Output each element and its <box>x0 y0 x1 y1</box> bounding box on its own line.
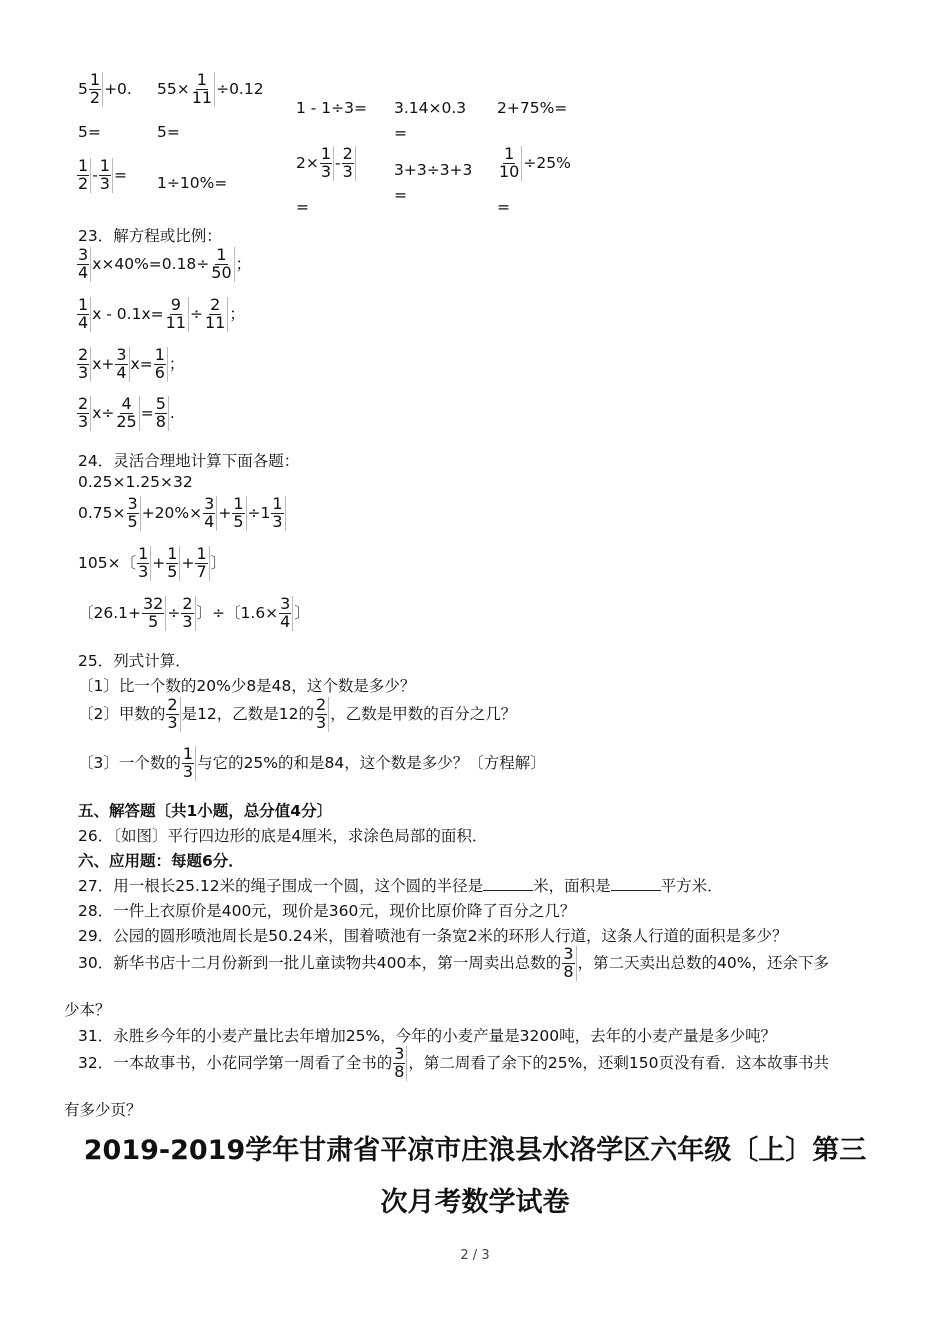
num: 2 <box>316 695 327 714</box>
text: x×40%=0.18÷ <box>92 254 210 273</box>
den: 50 <box>211 262 232 282</box>
fraction <box>232 496 246 531</box>
calc-item <box>157 72 264 107</box>
fraction <box>115 347 129 382</box>
calc-item-line2: 5= <box>78 123 101 141</box>
fraction <box>77 347 91 382</box>
num: 3 <box>127 494 138 513</box>
text: 〕÷〔1.6× <box>196 603 279 622</box>
den: 8 <box>155 411 166 431</box>
den: 3 <box>167 712 178 732</box>
num: 3 <box>78 245 89 264</box>
equation <box>76 396 175 431</box>
fraction <box>210 247 234 282</box>
text: +0. <box>104 79 132 98</box>
num: 1 <box>233 494 244 513</box>
text: ； <box>235 254 252 273</box>
text: x+ <box>92 354 115 373</box>
den: 4 <box>116 362 127 382</box>
text: 〔3〕一个数的 <box>78 753 181 772</box>
calc-item: 2+75%= <box>497 99 568 117</box>
fraction <box>99 158 113 193</box>
fraction <box>77 247 91 282</box>
num: 2 <box>78 394 89 413</box>
question: 28．一件上衣原价是400元，现价是360元，现价比原价降了百分之几？ <box>78 902 576 920</box>
text: x÷ <box>92 403 115 422</box>
num: 2 <box>342 144 353 163</box>
num: 1 <box>89 70 101 89</box>
text: 0.75× <box>78 503 126 522</box>
text: +20%× <box>141 503 203 522</box>
fraction <box>155 396 169 431</box>
fraction <box>166 697 180 732</box>
num: 5 <box>155 394 166 413</box>
den: 5 <box>167 561 178 581</box>
text: 〔26.1+ <box>78 603 141 622</box>
num: 2 <box>78 345 89 364</box>
num: 1 <box>196 544 207 563</box>
calc-item: 3.14×0.3 <box>394 99 467 117</box>
num: 1 <box>167 544 178 563</box>
num: 3 <box>394 1044 405 1063</box>
den: 2 <box>78 173 89 193</box>
den: 3 <box>316 712 327 732</box>
fraction <box>393 1046 407 1081</box>
calc-item-line2: 5= <box>157 123 180 141</box>
text: 平方米． <box>660 877 723 895</box>
text: ÷ <box>167 603 181 622</box>
equation <box>76 347 184 382</box>
equation <box>76 297 245 332</box>
expression: 0.25×1.25×32 <box>78 473 193 491</box>
num: 3 <box>280 594 291 613</box>
den: 3 <box>99 173 110 193</box>
den: 10 <box>499 161 520 181</box>
question <box>78 946 829 981</box>
text: 55× <box>157 79 190 98</box>
question: 26．〔如图〕平行四边形的底是4厘米，求涂色局部的面积． <box>78 827 488 845</box>
document-title: 2019-2019学年甘肃省平凉市庄浪县水洛学区六年级〔上〕第三 <box>83 1135 867 1166</box>
text: = <box>140 403 154 422</box>
fraction <box>89 72 103 107</box>
fraction <box>181 596 195 631</box>
den: 2 <box>89 87 101 107</box>
num: 2 <box>167 695 178 714</box>
fraction <box>320 146 334 181</box>
question-title: 24．灵活合理地计算下面各题： <box>78 452 300 470</box>
calc-item: 1 - 1÷3= <box>296 99 368 117</box>
fraction <box>182 746 196 781</box>
text: ，乙数是甲数的百分之几？ <box>330 704 517 723</box>
question: 29．公园的圆形喷池周长是50.24米，围着喷池有一条宽2米的环形人行道，这条人行道的面积是多少？ <box>78 927 788 945</box>
question <box>78 1046 829 1081</box>
fraction <box>142 596 166 631</box>
fraction <box>342 146 356 181</box>
text: 〕 <box>294 603 310 622</box>
num: 1 <box>504 144 515 163</box>
fraction <box>77 297 91 332</box>
text: x= <box>130 354 153 373</box>
fraction <box>166 546 180 581</box>
text: x - 0.1x= <box>92 304 164 323</box>
answer-blank[interactable] <box>611 876 661 891</box>
text: 是12，乙数是12的 <box>181 704 315 723</box>
num: 1 <box>154 345 165 364</box>
fraction <box>204 297 228 332</box>
num: 3 <box>204 494 215 513</box>
fraction <box>498 146 522 181</box>
fraction <box>562 946 576 981</box>
num: 2 <box>210 295 221 314</box>
num: 1 <box>196 70 207 89</box>
whole: 5 <box>78 79 88 98</box>
expression <box>78 596 310 631</box>
question-title: 23．解方程或比例： <box>78 227 222 245</box>
text: ÷25% <box>523 153 571 172</box>
question-line2: 少本？ <box>64 1001 111 1019</box>
fraction <box>115 396 139 431</box>
den: 3 <box>78 362 89 382</box>
num: 1 <box>78 295 89 314</box>
question-line2: 有多少页？ <box>64 1101 142 1119</box>
calc-item: 3+3÷3+3 <box>394 161 473 179</box>
fraction <box>77 158 91 193</box>
text: 32．一本故事书，小花同学第一周看了全书的 <box>78 1053 393 1072</box>
fraction <box>315 697 329 732</box>
text: 米，面积是 <box>533 877 611 895</box>
den: 5 <box>233 511 244 531</box>
calc-item-line2: = <box>394 124 407 142</box>
text: + <box>218 503 232 522</box>
text: ÷1 <box>247 503 271 522</box>
fraction <box>279 596 293 631</box>
text: ，第二天卖出总数的40%，还余下多 <box>577 953 829 972</box>
question <box>78 874 723 896</box>
num: 32 <box>143 594 164 613</box>
den: 4 <box>204 511 215 531</box>
text: ； <box>168 354 185 373</box>
document-title-line2: 次月考数学试卷 <box>380 1187 570 1218</box>
text: ÷ <box>189 304 203 323</box>
answer-blank[interactable] <box>483 876 533 891</box>
expression <box>78 546 226 581</box>
num: 1 <box>272 494 283 513</box>
sub-question: 〔1〕比一个数的20%少8是48，这个数是多少？ <box>78 677 416 695</box>
text: - <box>92 165 98 184</box>
fraction <box>127 496 141 531</box>
text: 105×〔 <box>78 553 137 572</box>
num: 1 <box>320 144 332 163</box>
section-heading: 五、解答题〔共1小题，总分值4分〕 <box>78 802 333 820</box>
equation <box>76 247 251 282</box>
num: 1 <box>138 544 149 563</box>
den: 3 <box>78 411 89 431</box>
page-number: 2 / 3 <box>460 1248 490 1263</box>
expression <box>78 496 287 531</box>
text: + <box>152 553 166 572</box>
fraction <box>195 546 209 581</box>
den: 5 <box>148 611 159 631</box>
den: 3 <box>342 161 353 181</box>
den: 3 <box>138 561 149 581</box>
fraction <box>165 297 189 332</box>
num: 1 <box>182 744 194 763</box>
den: 4 <box>78 312 89 332</box>
text: 30．新华书店十二月份新到一批儿童读物共400本，第一周卖出总数的 <box>78 953 562 972</box>
den: 11 <box>191 87 213 107</box>
num: 3 <box>563 944 574 963</box>
den: 5 <box>127 511 138 531</box>
text: 〕 <box>210 553 227 572</box>
question: 31．永胜乡今年的小麦产量比去年增加25%，今年的小麦产量是3200吨，去年的小麦产量是多少吨？ <box>78 1027 777 1045</box>
calc-item: 1÷10%= <box>157 174 228 192</box>
den: 11 <box>204 312 226 332</box>
den: 25 <box>116 411 137 431</box>
calc-item <box>497 146 571 181</box>
text: ÷0.12 <box>216 79 264 98</box>
num: 2 <box>182 594 193 613</box>
fraction <box>203 496 217 531</box>
text: - <box>335 153 341 172</box>
text: = <box>113 165 127 184</box>
calc-item <box>78 72 132 107</box>
text: ，第二周看了余下的25%，还剩150页没有看．这本故事书共 <box>408 1053 829 1072</box>
text: 2× <box>296 153 319 172</box>
den: 8 <box>563 961 574 981</box>
calc-item-line2: = <box>497 198 510 216</box>
calc-item <box>296 146 357 181</box>
calc-item <box>76 158 127 193</box>
fraction <box>271 496 285 531</box>
text: . <box>169 403 175 422</box>
den: 3 <box>320 161 332 181</box>
den: 4 <box>78 262 89 282</box>
sub-question <box>78 697 516 732</box>
num: 9 <box>170 295 181 314</box>
fraction <box>137 546 151 581</box>
fraction <box>191 72 215 107</box>
num: 4 <box>121 394 132 413</box>
num: 1 <box>78 156 89 175</box>
question-title: 25．列式计算． <box>78 652 191 670</box>
den: 7 <box>196 561 207 581</box>
den: 3 <box>272 511 283 531</box>
den: 8 <box>394 1061 405 1081</box>
num: 3 <box>116 345 127 364</box>
num: 1 <box>99 156 110 175</box>
fraction <box>77 396 91 431</box>
calc-item-line2: = <box>296 198 309 216</box>
den: 6 <box>154 362 165 382</box>
text: 27．用一根长25.12米的绳子围成一个圆，这个圆的半径是 <box>78 877 484 895</box>
den: 3 <box>182 761 194 781</box>
sub-question <box>78 746 546 781</box>
text: ； <box>229 304 245 323</box>
den: 4 <box>280 611 291 631</box>
text: 〔2〕甲数的 <box>78 704 166 723</box>
text: 与它的25%的和是84，这个数是多少？〔方程解〕 <box>197 753 546 772</box>
section-heading: 六、应用题：每题6分． <box>78 852 244 870</box>
fraction <box>154 347 168 382</box>
den: 3 <box>182 611 193 631</box>
den: 11 <box>165 312 186 332</box>
text: + <box>181 553 195 572</box>
num: 1 <box>216 245 227 264</box>
calc-item-line2: = <box>394 186 407 204</box>
